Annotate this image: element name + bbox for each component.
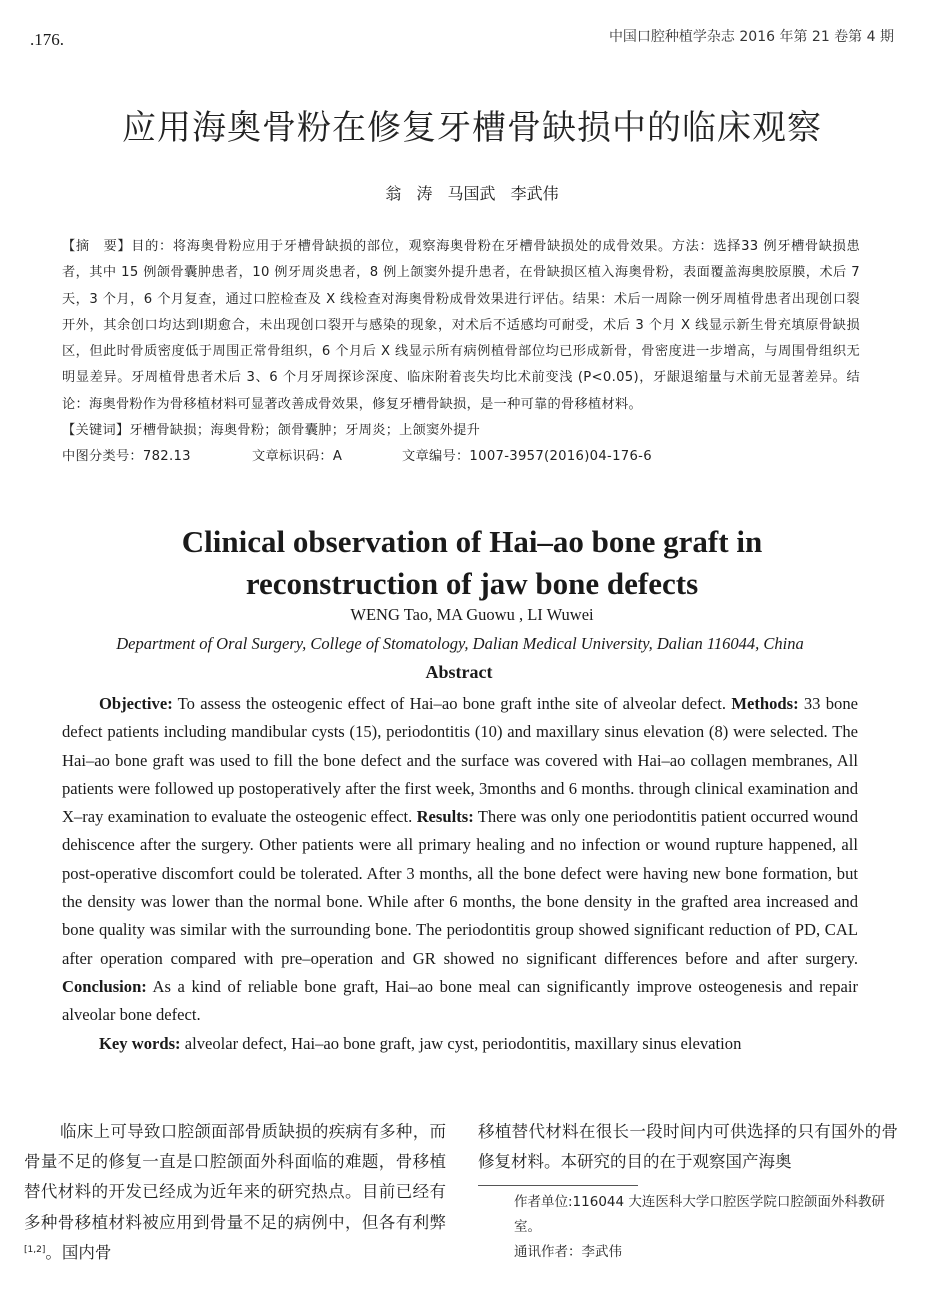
body-column-left xyxy=(24,1117,446,1268)
clc-number: 中图分类号：782.13 xyxy=(62,449,191,465)
body-text-left-tail: 。国内骨 xyxy=(45,1242,112,1262)
objective-text: To assess the osteogenic effect of Hai–ao bone graft inthe site of alveolar defect. xyxy=(172,694,732,713)
english-title-line-2: reconstruction of jaw bone defects xyxy=(245,566,699,601)
english-title xyxy=(0,521,944,605)
english-abstract-block xyxy=(62,690,858,1058)
corresponding-author: 通讯作者：李武伟 xyxy=(514,1244,622,1260)
body-column-right xyxy=(478,1117,898,1177)
english-department: Department of Oral Surgery, College of Stomatology, Dalian Medical University, Dalian 116044, China xyxy=(116,634,804,653)
chinese-abstract-block xyxy=(62,234,860,470)
page-number: .176. xyxy=(30,30,64,49)
keywords-text: alveolar defect, Hai–ao bone graft, jaw cyst, periodontitis, maxillary sinus elevation xyxy=(180,1033,742,1053)
citation-ref: [1,2] xyxy=(24,1244,46,1255)
results-label: Results: xyxy=(416,807,474,827)
english-keywords xyxy=(62,1030,858,1058)
english-abstract xyxy=(62,690,858,1030)
methods-text: 33 bone defect patients including mandibular cysts (15), periodontitis (10) and maxillary sinus elevation (8) were selected. The Hai–ao bone graft was used to fill the bone defect and the surface was covered with Hai–ao collagen membranes, All patients were followed up postoperatively after the first week, 3months and 6 months. through clinical examination and X–ray examination to evaluate the osteogenic effect. xyxy=(62,694,858,827)
body-text-right: 移植替代材料在很长一段时间内可供选择的只有国外的骨修复材料。本研究的目的在于观察国产海奥 xyxy=(478,1122,898,1172)
author-affiliation: 作者单位:116044 大连医科大学口腔医学院口腔颌面外科教研室。 xyxy=(514,1194,885,1235)
english-authors: WENG Tao, MA Guowu , LI Wuwei xyxy=(350,605,594,624)
footnote-divider xyxy=(478,1185,638,1186)
abstract-heading: Abstract xyxy=(425,662,493,682)
body-text-left: 临床上可导致口腔颌面部骨质缺损的疾病有多种，而骨量不足的修复一直是口腔颌面外科面临的难题，骨移植替代材料的开发已经成为近年来的研究热点。目前已经有多种骨移植材料被应用到骨量不足的病例中，但各有利弊 xyxy=(24,1122,446,1232)
chinese-title: 应用海奥骨粉在修复牙槽骨缺损中的临床观察 xyxy=(122,108,822,148)
conclusion-label: Conclusion: xyxy=(62,976,147,996)
classification-line xyxy=(62,444,860,470)
document-code: 文章标识码：A xyxy=(252,449,343,465)
footnote xyxy=(478,1190,898,1265)
results-text: There was only one periodontitis patient occurred wound dehiscence after the surgery. Other patients were all primary healing and no infection or wound rupture happened, all post-operative discomfort could be tolerated. After 3 months, all the bone defect were having new bone formation, but the density was lower than the normal bone. While after 6 months, the bone density in the grafted area increased and bone quality was similar with the surrounding bone. The periodontitis group showed significant reduction of PD, CAL after operation compared with pre–operation and GR showed no significant differences before and after surgery. xyxy=(62,807,858,968)
english-title-line-1: Clinical observation of Hai–ao bone graft in xyxy=(181,524,763,559)
keywords-label: Key words: xyxy=(99,1033,181,1053)
chinese-abstract: 【摘 要】目的：将海奥骨粉应用于牙槽骨缺损的部位，观察海奥骨粉在牙槽骨缺损处的成骨效果。方法：选择33 例牙槽骨缺损患者，其中 15 例颌骨囊肿患者，10 例牙周炎患者，8 例上颌窦外提升患者，在骨缺损区植入海奥骨粉，表面覆盖海奥胶原膜，术后 7 天，3 个月，6 个月复查，通过口腔检查及 X 线检查对海奥骨粉成骨效果进行评估。结果：术后一周除一例牙周植骨患者出现创口裂开外，其余创口均达到Ⅰ期愈合，未出现创口裂开与感染的现象，对术后不适感均可耐受，术后 3 个月 X 线显示新生骨充填原骨缺损区，但此时骨质密度低于周围正常骨组织，6 个月后 X 线显示所有病例植骨部位均已形成新骨，骨密度进一步增高，与周围骨组织无明显差异。牙周植骨患者术后 3、6 个月牙周探诊深度、临床附着丧失均比术前变浅 (P<0.05)，牙龈退缩量与术前无显著差异。结论：海奥骨粉作为骨移植材料可显著改善成骨效果，修复牙槽骨缺损，是一种可靠的骨移植材料。 xyxy=(62,239,860,412)
objective-label: Objective: xyxy=(99,694,173,713)
body-paragraph xyxy=(24,1117,446,1268)
conclusion-text: As a kind of reliable bone graft, Hai–ao bone meal can significantly improve osteogenesis and repair alveolar bone defect. xyxy=(62,976,858,1025)
methods-label: Methods: xyxy=(731,694,799,713)
journal-header: 中国口腔种植学杂志 2016 年第 21 卷第 4 期 xyxy=(608,29,894,45)
chinese-keywords: 【关键词】牙槽骨缺损；海奥骨粉；颌骨囊肿；牙周炎；上颌窦外提升 xyxy=(62,423,481,439)
chinese-authors: 翁 涛 马国武 李武伟 xyxy=(385,184,559,203)
article-number: 文章编号：1007-3957(2016)04-176-6 xyxy=(402,449,652,465)
